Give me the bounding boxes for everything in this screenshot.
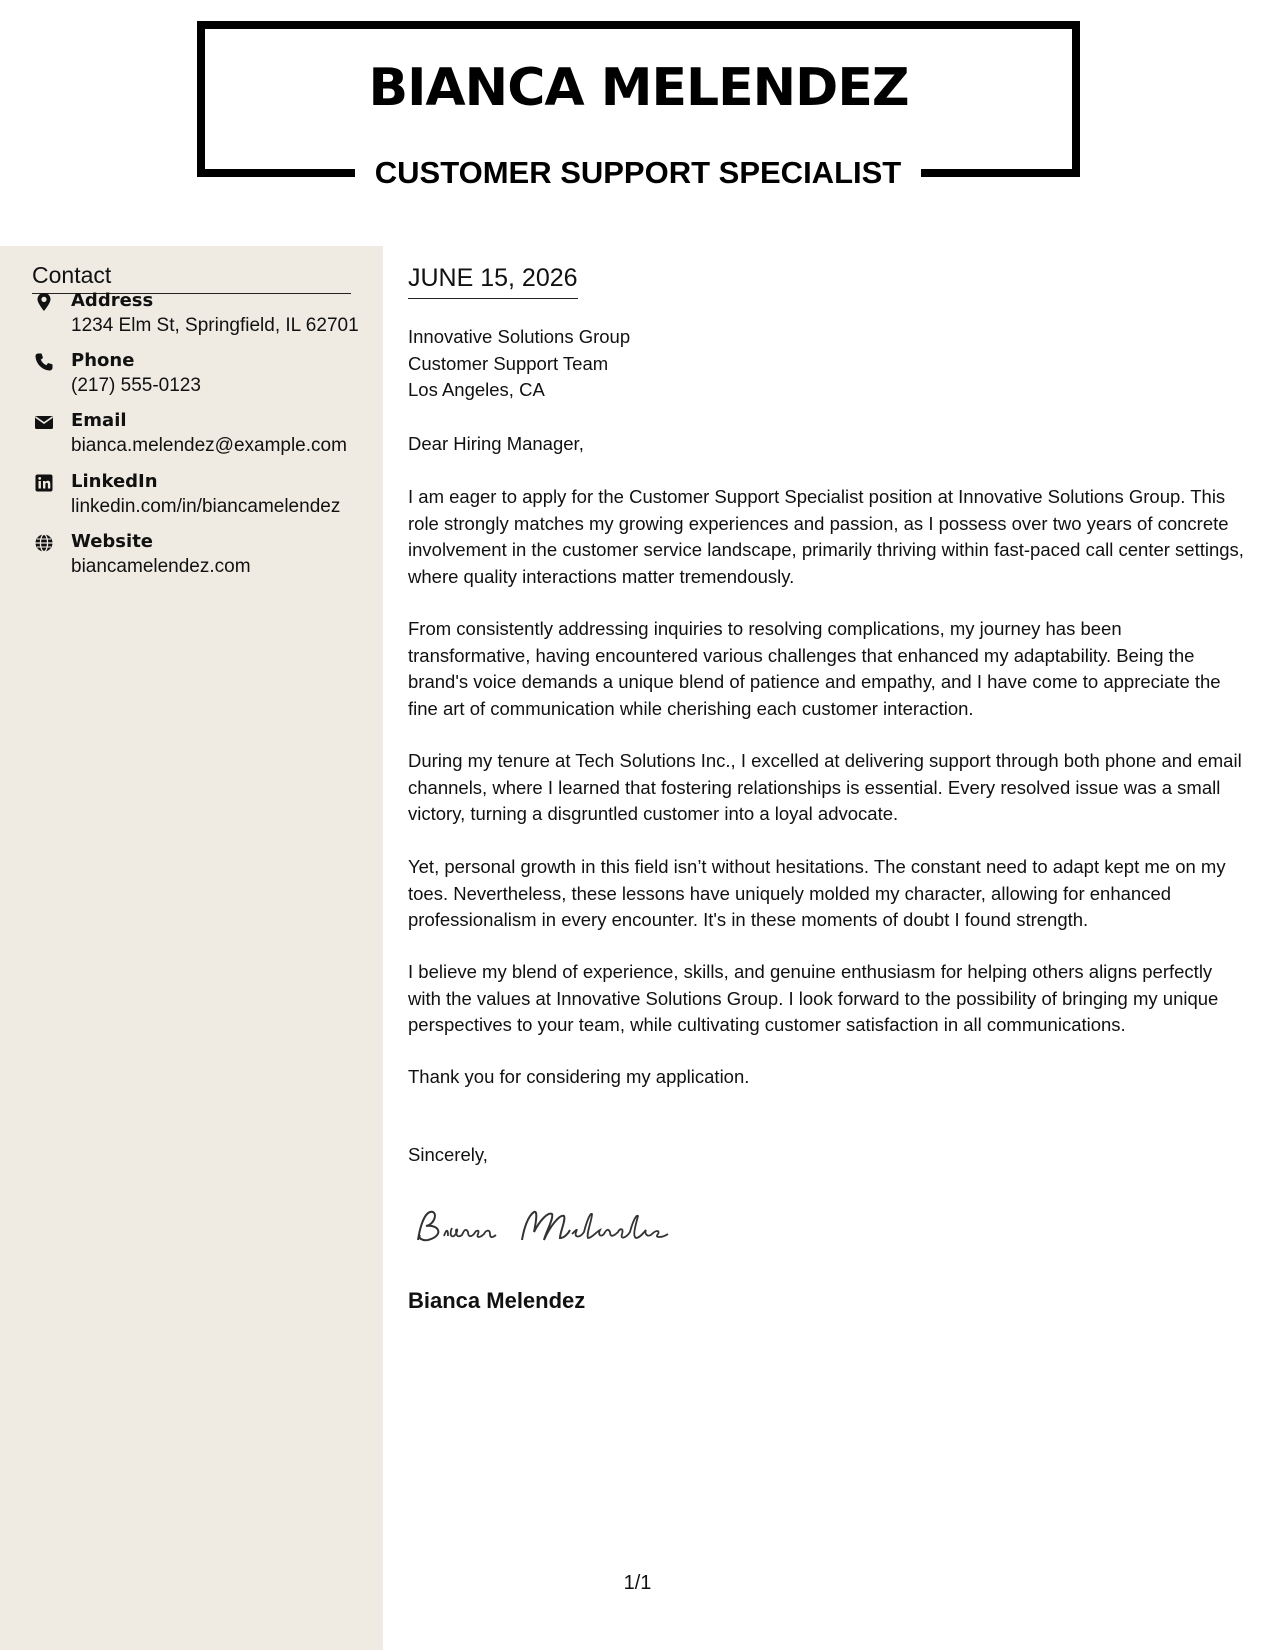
contact-label: Address	[71, 290, 154, 311]
signer-name: Bianca Melendez	[408, 1288, 586, 1313]
body-paragraph: I believe my blend of experience, skills, and genuine enthusiasm for helping others aligns perfectly with the values at Innovative Solutions Group. I look forward to the possibility of bringing my unique perspectives to your team, while cultivating customer satisfaction in all communications.	[408, 961, 1219, 1035]
linkedin-value: linkedin.com/in/biancamelendez	[71, 496, 341, 517]
signature-image	[410, 1202, 680, 1252]
recipient-line: Los Angeles, CA	[408, 379, 545, 400]
contact-email	[32, 410, 372, 462]
body-paragraph: Thank you for considering my application.	[408, 1066, 750, 1087]
letter-date: JUNE 15, 2026	[408, 264, 578, 299]
recipient-line: Customer Support Team	[408, 352, 609, 374]
recipient-block	[408, 324, 630, 404]
closing: Sincerely,	[408, 1144, 488, 1165]
address-value: 1234 Elm St, Springfield, IL 62701	[71, 315, 359, 336]
phone-value: (217) 555-0123	[71, 375, 201, 396]
contact-label: Email	[71, 410, 127, 431]
contact-heading: Contact	[32, 262, 351, 294]
body-paragraph: Yet, personal growth in this field isn’t without hesitations. The constant need to adapt kept me on my toes. Nevertheless, these lessons have uniquely molded my character, allowing for enhanced professionalism in every encounter. It's in these moments of doubt I found strength.	[408, 856, 1226, 930]
greeting: Dear Hiring Manager,	[408, 433, 584, 454]
body-paragraph: During my tenure at Tech Solutions Inc., I excelled at delivering support through both phone and email channels, where I learned that fostering relationships is essential. Every resolved issue was a small victory, turning a disgruntled customer into a loyal advocate.	[408, 750, 1242, 824]
body-paragraph: I am eager to apply for the Customer Support Specialist position at Innovative Solutions Group. This role strongly matches my growing experiences and passion, as I possess over two years of concrete involvement in the customer service landscape, primarily thriving within fast-paced call center settings, where quality interactions matter tremendously.	[408, 486, 1244, 587]
body-paragraph: From consistently addressing inquiries to resolving complications, my journey has been transformative, having encountered various challenges that enhanced my adaptability. Being the brand's voice demands a unique blend of patience and empathy, and I have come to appreciate the fine art of communication while cherishing each customer interaction.	[408, 618, 1221, 719]
globe-icon	[34, 533, 56, 555]
letter-header	[0, 0, 1275, 246]
contact-address	[32, 290, 372, 342]
website-value: biancamelendez.com	[71, 556, 251, 577]
contact-label: Website	[71, 531, 154, 552]
recipient-line: Innovative Solutions Group	[408, 326, 631, 347]
header-frame-bottom-right	[921, 169, 1080, 177]
envelope-icon	[34, 412, 56, 434]
job-title: CUSTOMER SUPPORT SPECIALIST	[374, 155, 902, 190]
contact-label: LinkedIn	[71, 471, 158, 492]
contact-label: Phone	[71, 350, 135, 371]
contact-website	[32, 531, 372, 583]
applicant-name: BIANCA MELENDEZ	[368, 58, 909, 118]
contact-linkedin	[32, 471, 372, 523]
contact-phone	[32, 350, 372, 402]
contact-sidebar	[0, 246, 383, 1650]
map-pin-icon	[34, 292, 56, 314]
linkedin-icon	[34, 473, 56, 495]
header-frame-bottom-left	[197, 169, 355, 177]
page-number: 1/1	[623, 1572, 652, 1594]
email-value: bianca.melendez@example.com	[71, 435, 347, 456]
phone-icon	[34, 352, 56, 374]
